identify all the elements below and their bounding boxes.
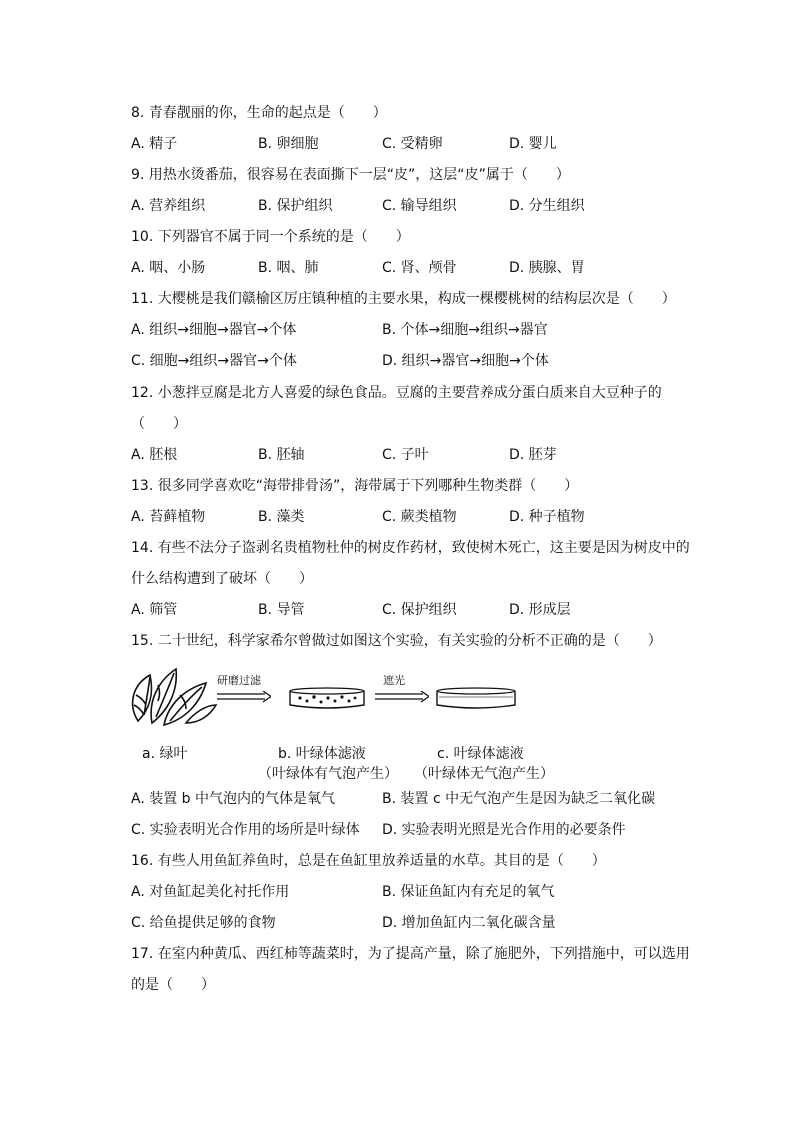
question-16-option-b: B. 保证鱼缸内有充足的氧气 [382,884,555,900]
question-15-option-c: C. 实验表明光合作用的场所是叶绿体 [131,822,360,838]
question-12-stem-cont: （ ） [131,416,187,432]
question-15-stem: 15. 二十世纪，科学家希尔曾做过如图这个实验，有关实验的分析不正确的是（ ） [131,633,662,649]
question-13-option-d: D. 种子植物 [509,509,585,525]
question-13-option-b: B. 藻类 [258,509,305,525]
question-11-option-c: C. 细胞→组织→器官→个体 [131,353,297,369]
question-14-option-d: D. 形成层 [509,602,571,618]
question-15-option-a: A. 装置 b 中气泡内的气体是氧气 [131,791,336,807]
question-13-option-a: A. 苔藓植物 [131,509,206,525]
question-11-option-b: B. 个体→细胞→组织→器官 [382,322,548,338]
question-9-stem: 9. 用热水烫番茄，很容易在表面撕下一层“皮”，这层“皮”属于（ ） [131,167,570,183]
question-10-stem: 10. 下列器官不属于同一个系统的是（ ） [131,229,410,245]
question-10-option-d: D. 胰腺、胃 [509,260,585,276]
question-12-stem: 12. 小葱拌豆腐是北方人喜爱的绿色食品。豆腐的主要营养成分蛋白质来自大豆种子的 [131,385,662,401]
question-8-option-c: C. 受精卵 [382,136,443,152]
question-8-option-a: A. 精子 [131,136,178,152]
arrow2-label: 遮光 [383,674,405,687]
question-11-stem: 11. 大樱桃是我们赣榆区厉庄镇种植的主要水果，构成一棵樱桃树的结构层次是（ ） [131,291,676,307]
question-15-option-b: B. 装置 c 中无气泡产生是因为缺乏二氧化碳 [382,791,656,807]
question-12-option-d: D. 胚芽 [509,447,557,463]
question-14-option-a: A. 筛管 [131,602,178,618]
experiment-figure [128,665,528,730]
question-12-option-c: C. 子叶 [382,447,429,463]
question-14-option-c: C. 保护组织 [382,602,457,618]
figure-caption-b: b. 叶绿体滤液 [278,746,366,762]
question-13-option-c: C. 蕨类植物 [382,509,457,525]
question-9-option-c: C. 输导组织 [382,198,457,214]
question-9-option-d: D. 分生组织 [509,198,585,214]
question-10-option-a: A. 咽、小肠 [131,260,206,276]
question-13-stem: 13. 很多同学喜欢吃“海带排骨汤”，海带属于下列哪种生物类群（ ） [131,478,579,494]
petri-dish-c [435,685,517,711]
question-11-option-a: A. 组织→细胞→器官→个体 [131,322,297,338]
question-8-option-d: D. 婴儿 [509,136,557,152]
question-14-stem: 14. 有些不法分子盗剥名贵植物杜仲的树皮作药材，致使树木死亡，这主要是因为树皮中的 [131,540,690,556]
figure-caption-c-note: （叶绿体无气泡产生） [414,766,554,782]
question-14-stem-cont: 什么结构遭到了破坏（ ） [131,571,313,587]
arrow1-label: 研磨过滤 [217,674,261,687]
question-10-option-c: C. 肾、颅骨 [382,260,457,276]
question-16-stem: 16. 有些人用鱼缸养鱼时，总是在鱼缸里放养适量的水草。其目的是（ ） [131,853,606,869]
question-14-option-b: B. 导管 [258,602,305,618]
question-8-stem: 8. 青春靓丽的你，生命的起点是（ ） [131,105,387,121]
question-12-option-a: A. 胚根 [131,447,178,463]
question-16-option-c: C. 给鱼提供足够的食物 [131,915,276,931]
petri-dish-b [288,685,366,711]
question-9-option-a: A. 营养组织 [131,198,206,214]
figure-caption-b-note: （叶绿体有气泡产生） [258,766,398,782]
question-9-option-b: B. 保护组织 [258,198,333,214]
question-8-option-b: B. 卵细胞 [258,136,319,152]
arrow-shade [375,691,429,703]
question-16-option-d: D. 增加鱼缸内二氧化碳含量 [382,915,556,931]
figure-caption-c: c. 叶绿体滤液 [437,746,524,762]
leaves-illustration [128,665,218,727]
arrow-grind-filter [217,691,271,703]
question-10-option-b: B. 咽、肺 [258,260,319,276]
figure-caption-a: a. 绿叶 [142,746,188,762]
question-16-option-a: A. 对鱼缸起美化衬托作用 [131,884,290,900]
question-15-option-d: D. 实验表明光照是光合作用的必要条件 [382,822,626,838]
question-12-option-b: B. 胚轴 [258,447,305,463]
question-17-stem-cont: 的是（ ） [131,977,215,993]
question-11-option-d: D. 组织→器官→细胞→个体 [382,353,549,369]
question-17-stem: 17. 在室内种黄瓜、西红柿等蔬菜时，为了提高产量，除了施肥外，下列措施中，可以选用 [131,946,690,962]
